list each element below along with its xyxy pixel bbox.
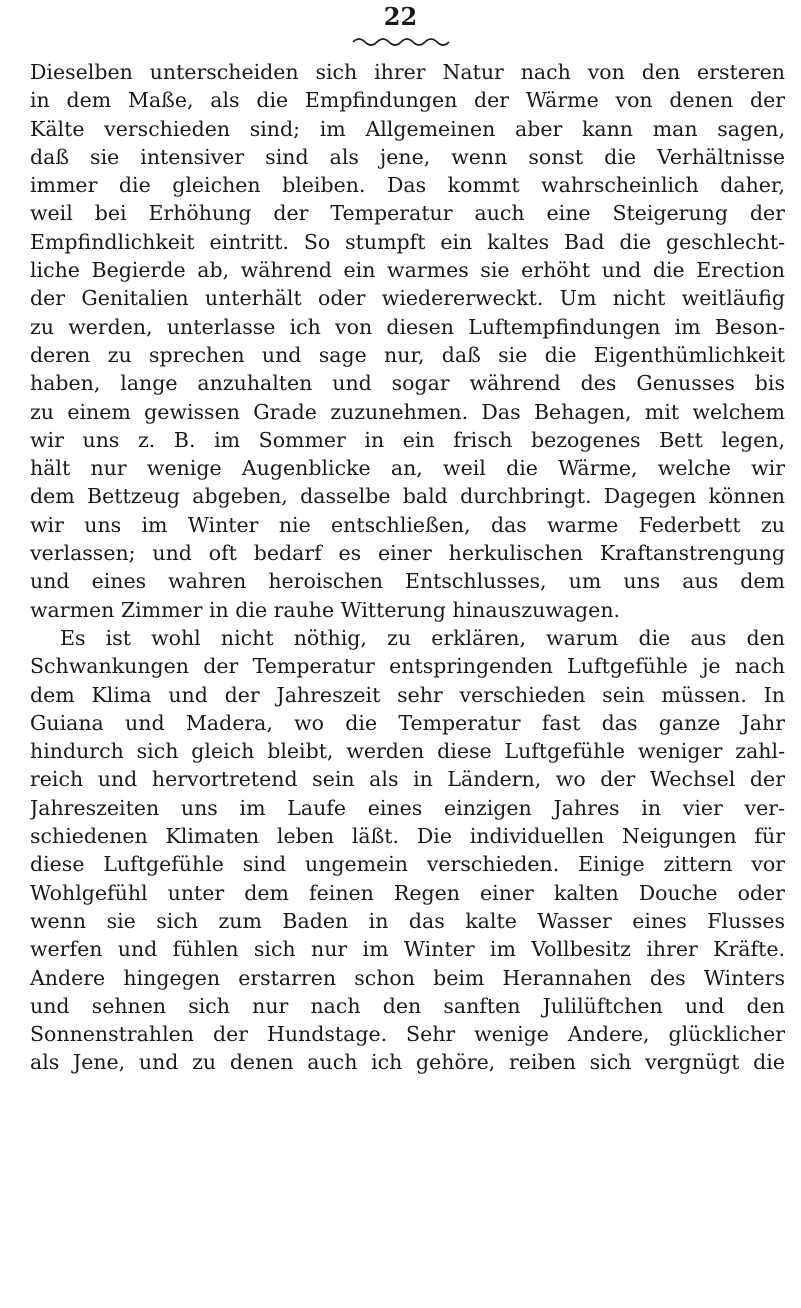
text-line: haben, lange anzuhalten und sogar während des Genusses bis <box>30 371 785 396</box>
text-line: als Jene, und zu denen auch ich gehöre, reiben sich vergnügt die <box>30 1050 785 1075</box>
text-line: warmen Zimmer in die rauhe Witterung hinauszuwagen. <box>30 597 621 622</box>
text-line: Schwankungen der Temperatur entspringenden Luftgefühle je nach <box>30 654 785 679</box>
text-line: liche Begierde ab, während ein warmes sie erhöht und die Erection <box>30 258 785 283</box>
text-line: in dem Maße, als die Empfindungen der Wärme von denen der <box>30 88 785 113</box>
text-line: hindurch sich gleich bleibt, werden diese Luftgefühle weniger zahl- <box>30 739 785 764</box>
text-line: wir uns im Winter nie entschließen, das warme Federbett zu <box>30 512 785 537</box>
text-line: Guiana und Madera, wo die Temperatur fast das ganze Jahr <box>30 710 785 735</box>
text-line: zu werden, unterlasse ich von diesen Luftempfindungen im Beson- <box>30 314 785 339</box>
page-number: 22 <box>383 2 418 31</box>
text-line: daß sie intensiver sind als jene, wenn sonst die Verhältnisse <box>30 144 785 169</box>
text-line: werfen und fühlen sich nur im Winter im Vollbesitz ihrer Kräfte. <box>30 937 785 962</box>
text-line: und eines wahren heroischen Entschlusses, um uns aus dem <box>30 569 785 594</box>
text-line: diese Luftgefühle sind ungemein verschieden. Einige zittern vor <box>30 852 785 877</box>
body-text <box>30 58 785 1077</box>
text-line: zu einem gewissen Grade zuzunehmen. Das Behagen, mit welchem <box>30 399 785 424</box>
text-line: immer die gleichen bleiben. Das kommt wahrscheinlich daher, <box>30 173 785 198</box>
text-line: verlassen; und oft bedarf es einer herkulischen Kraftanstrengung <box>30 541 785 566</box>
text-line: Jahreszeiten uns im Laufe eines einzigen Jahres in vier ver- <box>30 795 785 820</box>
text-line: dem Klima und der Jahreszeit sehr verschieden sein müssen. In <box>30 682 785 707</box>
text-line: Dieselben unterscheiden sich ihrer Natur nach von den ersteren <box>30 60 785 84</box>
text-line: deren zu sprechen und sage nur, daß sie die Eigenthümlichkeit <box>30 342 785 367</box>
text-line: der Genitalien unterhält oder wiedererweckt. Um nicht weitläufig <box>30 286 785 311</box>
text-line: schiedenen Klimaten leben läßt. Die individuellen Neigungen für <box>30 824 785 849</box>
text-line: hält nur wenige Augenblicke an, weil die Wärme, welche wir <box>30 456 785 481</box>
text-line: Wohlgefühl unter dem feinen Regen einer kalten Douche oder <box>30 880 785 905</box>
wavy-ornament <box>351 36 451 48</box>
text-line: und sehnen sich nur nach den sanften Julilüftchen und den <box>30 993 785 1018</box>
text-line: wir uns z. B. im Sommer in ein frisch bezogenes Bett legen, <box>30 427 785 452</box>
text-line: Sonnenstrahlen der Hundstage. Sehr wenige Andere, glücklicher <box>30 1022 785 1047</box>
text-line: Empfindlichkeit eintritt. So stumpft ein kaltes Bad die geschlecht- <box>30 229 785 254</box>
text-line: Es ist wohl nicht nöthig, zu erklären, warum die aus den <box>60 625 785 650</box>
text-line: Andere hingegen erstarren schon beim Herannahen des Winters <box>30 965 785 990</box>
text-line: Kälte verschieden sind; im Allgemeinen aber kann man sagen, <box>30 116 785 141</box>
text-line: wenn sie sich zum Baden in das kalte Wasser eines Flusses <box>30 908 785 933</box>
text-line: weil bei Erhöhung der Temperatur auch eine Steigerung der <box>30 201 785 226</box>
text-line: dem Bettzeug abgeben, dasselbe bald durchbringt. Dagegen können <box>30 484 785 509</box>
text-line: reich und hervortretend sein als in Ländern, wo der Wechsel der <box>30 767 785 792</box>
